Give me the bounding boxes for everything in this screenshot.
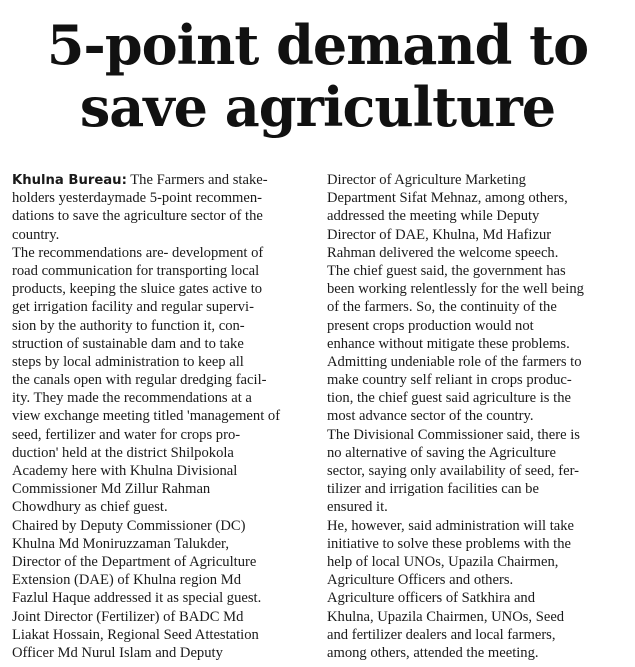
- text-line: [327, 335, 627, 353]
- text-line-content: sion by the authority to function it, con-: [12, 317, 245, 334]
- text-line: [327, 498, 627, 516]
- text-line: [12, 262, 314, 280]
- text-line-content: tion, the chief guest said agriculture is the: [327, 390, 571, 407]
- text-line: [327, 317, 627, 335]
- text-line: [12, 426, 314, 444]
- text-line: [12, 280, 314, 298]
- text-line: [327, 626, 627, 644]
- text-line: [12, 444, 314, 462]
- text-line-content: He, however, said administration will take: [327, 517, 575, 534]
- text-line-content: Chaired by Deputy Commissioner (DC): [12, 517, 246, 534]
- text-line: [327, 407, 627, 425]
- text-line-content: Admitting undeniable role of the farmers to: [327, 353, 582, 370]
- text-line-content: help of local UNOs, Upazila Chairmen,: [327, 553, 559, 570]
- text-line-content: and fertilizer dealers and local farmers,: [327, 626, 556, 643]
- text-line: [12, 480, 314, 498]
- text-line-content: Commissioner Md Zillur Rahman: [12, 481, 211, 498]
- text-line: [327, 444, 627, 462]
- text-line: [327, 553, 627, 571]
- text-line-content: make country self reliant in crops produc-: [327, 372, 572, 389]
- text-line: [12, 371, 314, 389]
- text-line-content: ity. They made the recommendations at a: [12, 390, 252, 407]
- text-line-content: steps by local administration to keep all: [12, 353, 244, 370]
- text-line-content: view exchange meeting titled 'management of: [12, 408, 281, 425]
- text-line: [327, 298, 627, 316]
- text-line-content: The recommendations are- development of: [12, 244, 264, 261]
- text-line: [327, 189, 627, 207]
- text-line: [327, 517, 627, 535]
- text-line-content: duction' held at the district Shilpokola: [12, 444, 234, 461]
- text-line-content: no alternative of saving the Agriculture: [327, 444, 556, 461]
- text-line-content: Extension (DAE) of Khulna region Md: [12, 572, 241, 589]
- text-line: [327, 589, 627, 607]
- text-line: [12, 317, 314, 335]
- text-line: [327, 644, 627, 662]
- text-line-content: struction of sustainable dam and to take: [12, 335, 244, 352]
- text-line-content: enhance without mitigate these problems.: [327, 335, 570, 352]
- text-line: [327, 226, 627, 244]
- text-line-content: dations to save the agriculture sector of the: [12, 208, 263, 225]
- text-line-content: Khulna Md Moniruzzaman Talukder,: [12, 535, 229, 552]
- text-line: [327, 571, 627, 589]
- text-line: [12, 226, 314, 244]
- text-line-content: among others, attended the meeting.: [327, 644, 539, 661]
- text-line: [327, 207, 627, 225]
- text-line: [12, 535, 314, 553]
- text-line: [12, 171, 314, 189]
- article-column-right: [327, 171, 627, 662]
- text-line-content: ensured it.: [327, 499, 388, 516]
- text-line-content: holders yesterdaymade 5-point recommen-: [12, 190, 263, 207]
- text-line-content: The chief guest said, the government has: [327, 262, 566, 279]
- text-line: [12, 626, 314, 644]
- text-line-content: most advance sector of the country.: [327, 408, 534, 425]
- headline-line-2: save agriculture: [79, 75, 556, 139]
- headline-line-1: 5-point demand to: [46, 13, 589, 77]
- text-line-content: Agriculture officers of Satkhira and: [327, 590, 536, 607]
- text-line-content: been working relentlessly for the well being: [327, 281, 584, 298]
- text-line-content: of the farmers. So, the continuity of the: [327, 299, 557, 316]
- text-line: [327, 535, 627, 553]
- text-line: [12, 517, 314, 535]
- text-line: [12, 462, 314, 480]
- text-line-content: Khulna, Upazila Chairmen, UNOs, Seed: [327, 608, 565, 625]
- text-line-content: products, keeping the sluice gates active to: [12, 281, 263, 298]
- text-line-content: Director of DAE, Khulna, Md Hafizur: [327, 226, 552, 243]
- text-line: [12, 335, 314, 353]
- text-line-content: country.: [12, 226, 60, 243]
- text-line: [327, 244, 627, 262]
- text-line: [12, 589, 314, 607]
- text-line: [327, 480, 627, 498]
- text-line-content: Academy here with Khulna Divisional: [12, 463, 238, 479]
- text-line-content: Officer Md Nurul Islam and Deputy: [12, 644, 223, 661]
- text-line-content: Department Sifat Mehnaz, among others,: [327, 190, 568, 207]
- text-line: [12, 353, 314, 371]
- text-line-content: Director of Agriculture Marketing: [327, 172, 526, 188]
- text-line-content: Liakat Hossain, Regional Seed Attestation: [12, 626, 259, 643]
- text-line: [327, 389, 627, 407]
- text-line-content: Chowdhury as chief guest.: [12, 499, 168, 516]
- text-line-content: seed, fertilizer and water for crops pro-: [12, 426, 241, 443]
- text-line-content: present crops production would not: [327, 317, 534, 334]
- text-line-content: addressed the meeting while Deputy: [327, 208, 540, 225]
- text-line-content: Rahman delivered the welcome speech.: [327, 244, 559, 261]
- text-line-content: sector, saying only availability of seed, fer-: [327, 463, 579, 479]
- text-line: [327, 462, 627, 480]
- text-line-content: the canals open with regular dredging facil-: [12, 372, 267, 389]
- text-line-content: Joint Director (Fertilizer) of BADC Md: [12, 608, 244, 625]
- text-line-content: Director of the Department of Agriculture: [12, 553, 257, 570]
- text-line: [327, 171, 627, 189]
- text-line: [327, 608, 627, 626]
- text-line-content: The Farmers and stake-: [126, 172, 268, 188]
- text-line-content: The Divisional Commissioner said, there is: [327, 426, 580, 443]
- text-line: [327, 353, 627, 371]
- text-line: [327, 426, 627, 444]
- text-line-content: get irrigation facility and regular supervi-: [12, 299, 254, 316]
- text-line-content: road communication for transporting local: [12, 262, 260, 279]
- text-line: [12, 298, 314, 316]
- text-line: [12, 244, 314, 262]
- byline: Khulna Bureau:: [12, 173, 127, 188]
- headline: [0, 14, 635, 138]
- text-line: [12, 644, 314, 662]
- text-line: [12, 571, 314, 589]
- text-line: [327, 371, 627, 389]
- text-line: [12, 207, 314, 225]
- text-line-content: tilizer and irrigation facilities can be: [327, 481, 539, 498]
- text-line: [12, 389, 314, 407]
- text-line: [12, 553, 314, 571]
- text-line-content: Fazlul Haque addressed it as special guest.: [12, 590, 262, 607]
- text-line: [12, 608, 314, 626]
- text-line: [12, 407, 314, 425]
- text-line: [12, 498, 314, 516]
- text-line-content: Agriculture Officers and others.: [327, 572, 514, 589]
- text-line-content: initiative to solve these problems with the: [327, 535, 571, 552]
- text-line: [327, 280, 627, 298]
- text-line: [12, 189, 314, 207]
- article-column-left: [12, 171, 314, 662]
- text-line: [327, 262, 627, 280]
